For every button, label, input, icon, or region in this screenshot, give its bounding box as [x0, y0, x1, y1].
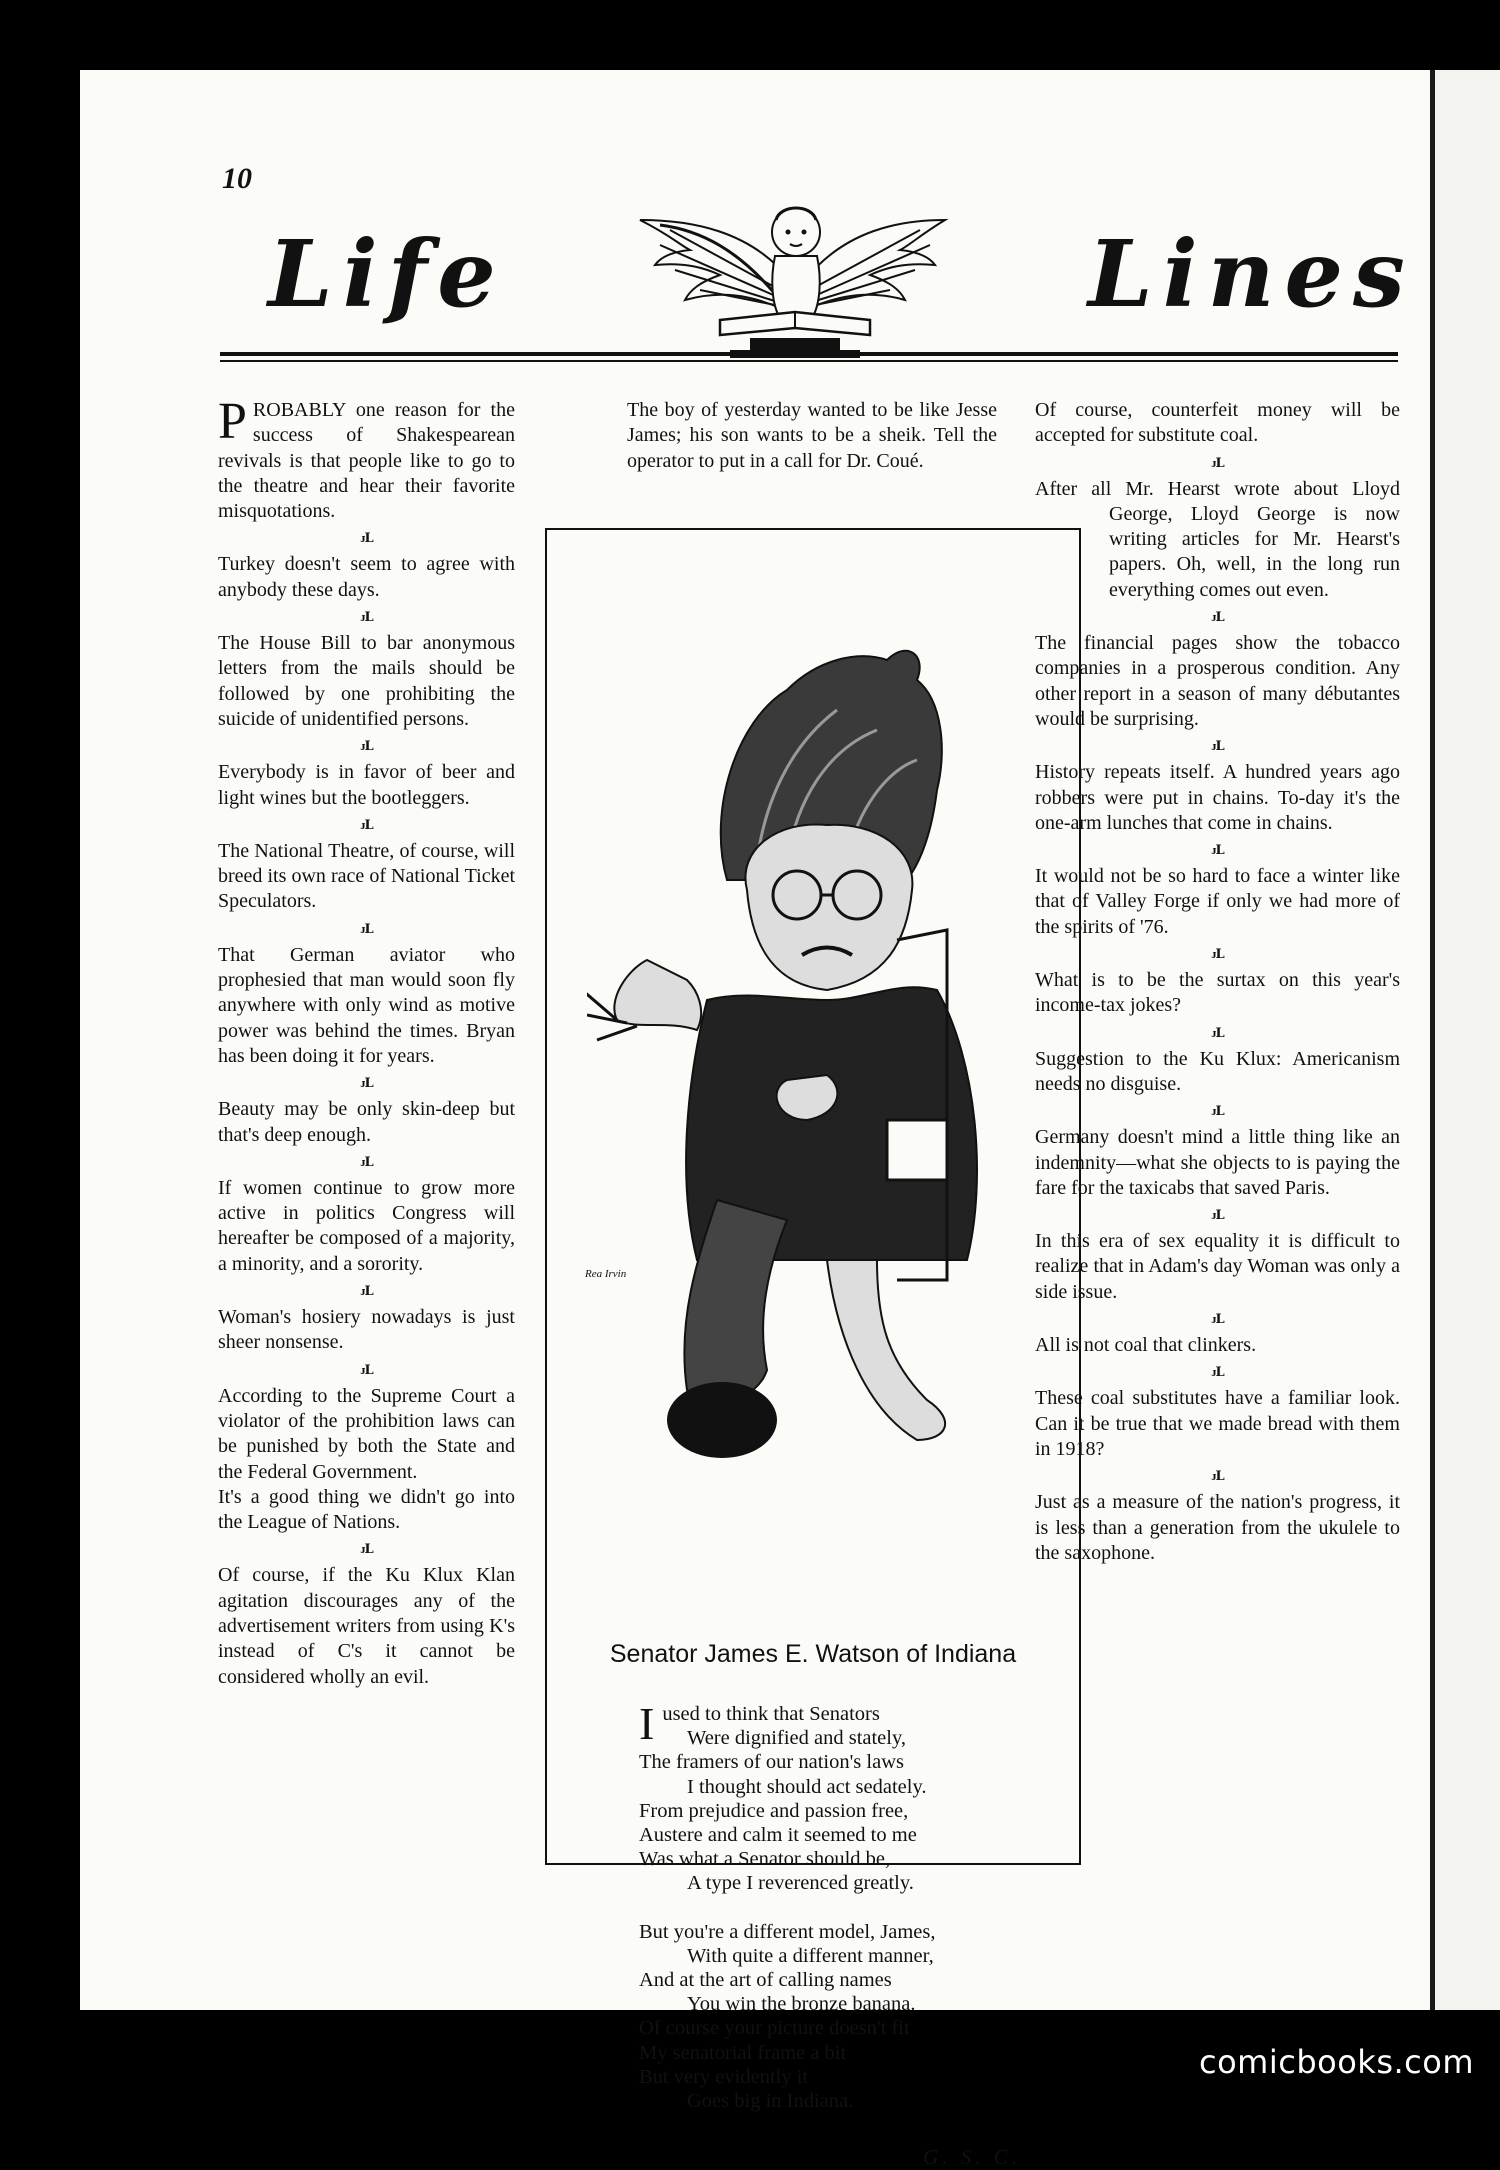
section-ornament	[218, 915, 515, 943]
paragraph-text: It would not be so hard to face a winter like that of Valley Forge if only we had more of the spirits of '76.	[1035, 865, 1400, 938]
cherub-quill-emblem	[630, 190, 950, 360]
paragraph	[218, 1176, 515, 1277]
masthead-lines: Lines	[1088, 220, 1415, 328]
poem-stanza-2	[639, 1920, 1039, 2114]
paragraph	[218, 1485, 515, 1536]
paragraph-text: ROBABLY one reason for the success of Shakespearean revivals is that people like to go to the theatre and hear their favorite misquotations.	[218, 399, 515, 523]
paragraph-text: The financial pages show the tobacco companies in a prosperous condition. Any other report in a season of many débutantes would be surprising.	[1035, 632, 1400, 730]
paragraph	[1035, 398, 1400, 449]
poem-line: Of course your picture doesn't fit	[639, 2017, 910, 2040]
paragraph-text: After all Mr. Hearst wrote about Lloyd George, Lloyd George is now writing articles for Mr. Hearst's papers. Oh, well, in the long run everything comes out even.	[1035, 477, 1400, 601]
paragraph	[1035, 760, 1400, 836]
paragraph	[1035, 864, 1400, 940]
poem-line: You win the bronze banana.	[687, 1993, 916, 2016]
paragraph	[1035, 968, 1400, 1019]
section-ornament	[218, 732, 515, 760]
page-number: 10	[222, 162, 252, 195]
paragraph	[1035, 1333, 1400, 1358]
paragraph	[218, 552, 515, 603]
section-ornament	[218, 811, 515, 839]
section-ornament	[218, 1356, 515, 1384]
poem	[639, 1698, 1039, 2113]
paragraph-text: The House Bill to bar anonymous letters from the mails should be followed by one prohibiting the suicide of unidentified persons.	[218, 632, 515, 730]
paragraph	[1035, 631, 1400, 732]
section-ornament	[1035, 732, 1400, 760]
paragraph: The boy of yesterday wanted to be like Jesse James; his son wants to be a sheik. Tell the operator to put in a call for Dr. Coué.	[627, 399, 997, 472]
masthead-rule-bottom	[220, 360, 1398, 362]
poem-initials: G. S. C.	[923, 2145, 1021, 2169]
section-ornament	[1035, 836, 1400, 864]
poem-line: With quite a different manner,	[687, 1944, 934, 1967]
paragraph-text: That German aviator who prophesied that man would soon fly anywhere with only wind as motive power was behind the times. Bryan has been doing it for years.	[218, 943, 515, 1067]
paragraph	[218, 839, 515, 915]
paragraph-text: In this era of sex equality it is difficult to realize that in Adam's day Woman was only a side issue.	[1035, 1230, 1400, 1303]
paragraph	[1035, 1229, 1400, 1305]
artist-signature: Rea Irvin	[585, 1268, 627, 1280]
drop-cap: P	[218, 393, 247, 450]
paragraph-text: Of course, if the Ku Klux Klan agitation discourages any of the advertisement writers from using K's instead of C's it cannot be considered wholly an evil.	[218, 1564, 515, 1688]
poem-line: My senatorial frame a bit	[639, 2041, 847, 2064]
poem-drop-cap: I	[639, 1698, 655, 1749]
section-ornament	[1035, 603, 1400, 631]
masthead-rule-top	[220, 352, 1398, 356]
section-ornament	[218, 524, 515, 552]
paragraph-text: Everybody is in favor of beer and light wines but the bootleggers.	[218, 761, 515, 809]
poem-line: Were dignified and stately,	[687, 1727, 907, 1750]
paragraph-text: Of course, counterfeit money will be accepted for substitute coal.	[1035, 399, 1400, 447]
poem-line: I thought should act sedately.	[687, 1775, 927, 1798]
paragraph-text: Woman's hosiery nowadays is just sheer nonsense.	[218, 1306, 515, 1354]
paragraph	[1035, 1490, 1400, 1566]
paragraph-text: Germany doesn't mind a little thing like an indemnity—what she objects to is paying the fare for the taxicabs that saved Paris.	[1035, 1126, 1400, 1199]
paragraph-text: Beauty may be only skin-deep but that's deep enough.	[218, 1098, 515, 1146]
watermark: comicbooks.com	[1198, 2043, 1474, 2081]
poem-line: The framers of our nation's laws	[639, 1751, 904, 1774]
poem-line: From prejudice and passion free,	[639, 1799, 909, 1822]
paragraph	[218, 1097, 515, 1148]
section-ornament	[1035, 1019, 1400, 1047]
section-ornament	[1035, 940, 1400, 968]
caricature-illustration	[587, 560, 1037, 1570]
section-ornament	[1035, 449, 1400, 477]
paragraph-text: What is to be the surtax on this year's income-tax jokes?	[1035, 969, 1400, 1017]
poem-line: But you're a different model, James,	[639, 1920, 936, 1943]
paragraph-text: The National Theatre, of course, will breed its own race of National Ticket Speculators.	[218, 839, 515, 913]
paragraph	[218, 1563, 515, 1689]
paragraph-text: These coal substitutes have a familiar look. Can it be true that we made bread with them in 1918?	[1035, 1387, 1400, 1460]
paragraph	[218, 943, 515, 1069]
poem-line: Was what a Senator should be,	[639, 1848, 891, 1871]
poem-stanza-1	[639, 1698, 1039, 1896]
section-ornament	[218, 603, 515, 631]
poem-line: A type I reverenced greatly.	[687, 1872, 914, 1895]
column-right	[1035, 398, 1400, 1566]
paragraph	[218, 631, 515, 732]
poem-line: And at the art of calling names	[639, 1969, 892, 1992]
section-ornament	[1035, 1201, 1400, 1229]
paragraph	[1035, 477, 1400, 603]
paragraph-text: According to the Supreme Court a violator of the prohibition laws can be punished by both the State and the Federal Government.	[218, 1384, 515, 1483]
paragraph	[1035, 1386, 1400, 1462]
paragraph-text: All is not coal that clinkers.	[1035, 1334, 1257, 1357]
column-middle-top	[627, 398, 997, 474]
section-ornament	[1035, 1462, 1400, 1490]
paragraph-text: Suggestion to the Ku Klux: Americanism needs no disguise.	[1035, 1047, 1400, 1095]
section-ornament	[1035, 1358, 1400, 1386]
paragraph-text: Turkey doesn't seem to agree with anybody these days.	[218, 553, 515, 601]
paragraph	[218, 760, 515, 811]
section-ornament	[218, 1277, 515, 1305]
column-left	[218, 393, 515, 1690]
section-ornament	[218, 1535, 515, 1563]
paragraph	[1035, 1047, 1400, 1098]
paragraph-text: It's a good thing we didn't go into the League of Nations.	[218, 1485, 515, 1534]
poem-line: Austere and calm it seemed to me	[639, 1824, 917, 1847]
caricature-box	[545, 528, 1081, 2169]
section-ornament	[218, 1069, 515, 1097]
masthead-life: Life	[268, 220, 506, 328]
paragraph	[218, 1384, 515, 1485]
section-ornament	[1035, 1097, 1400, 1125]
paragraph	[1035, 1125, 1400, 1201]
poem-line: used to think that Senators	[662, 1703, 880, 1725]
section-ornament	[218, 1148, 515, 1176]
paragraph-text: If women continue to grow more active in politics Congress will hereafter be composed of a majority, a minority, and a sorority.	[218, 1176, 515, 1275]
poem-line: But very evidently it	[639, 2065, 809, 2088]
paragraph-text: History repeats itself. A hundred years ago robbers were put in chains. To-day it's the one-arm lunches that come in chains.	[1035, 761, 1400, 834]
caricature-caption: Senator James E. Watson of Indiana	[609, 1640, 1017, 1668]
poem-line: Goes big in Indiana.	[687, 2090, 854, 2113]
paragraph	[218, 1305, 515, 1356]
paragraph-text: Just as a measure of the nation's progress, it is less than a generation from the ukulele to the saxophone.	[1035, 1491, 1400, 1564]
facing-page-edge	[1435, 70, 1500, 2010]
section-ornament	[1035, 1305, 1400, 1333]
paragraph	[218, 393, 515, 524]
